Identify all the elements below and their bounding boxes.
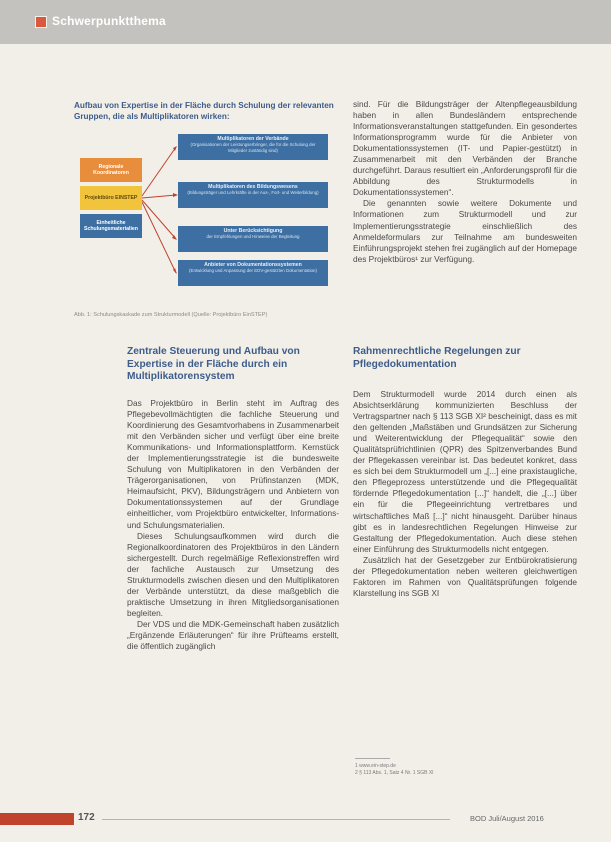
issue-label: BOD Juli/August 2016 [470,814,544,823]
arrow-1 [142,147,176,196]
box-regional-coordinators: Regionale Koordinatoren [80,158,142,182]
right-column [353,389,577,599]
right-section-heading: Rahmenrechtliche Regelungen zur Pflegedokumentation [353,346,521,370]
right-top-column [353,99,577,265]
box-consideration: Unter Berücksichtigung der Empfehlungen und Hinweise der Begleitung [178,226,328,252]
arrow-4 [142,202,176,273]
box-training-materials: Einheitliche Schulungsmaterialien [80,214,142,238]
figure-title: Aufbau von Expertise in der Fläche durch Schulung der relevanten Gruppen, die als Multiplikatoren wirken: [74,101,334,121]
left-section-heading: Zentrale Steuerung und Aufbau von Expertise in der Fläche durch ein Multiplikatorensystem [127,346,300,382]
paragraph: sind. Für die Bildungsträger der Altenpflegeausbildung haben in allen Bundesländern entsprechende Informationsveranstaltungen stattgefunden. Ein gesondertes Informationsprogramm wurde für die Anbieter von Dokumentationssystemen (IT- und Papier-gestützt) in Zusammenarbeit mit den Verbänden der Branche durchgeführt. Daraus resultiert ein „Anforderungsprofil für die Abbildung des Strukturmodells in Dokumentationssystemen“. [353,99,577,198]
header-square-icon [35,16,47,28]
paragraph: Das Projektbüro in Berlin steht im Auftrag des Pflegebevollmächtigten die fachliche Steuerung und Koordinierung des Gesamtvorhabens in Zusammenarbeit mit den Verbänden sicher und verfügt über eine breite Kommunikations- und Informationsplattform. Kernstück der Implementierungsstrategie ist die bundesweite Schulung von Multiplikatoren in den Verbänden der Trägerorganisationen, von Prüfinstanzen (MDK, Heimaufsicht, PKV), Bildungsträgern und Anbietern von Dokumentationssystemen auf der Grundlage einheitlicher, vom Projektbüro entwickelter, Informations- und Schulungsmaterialien. [127,398,339,530]
footer-accent-bar [0,813,74,825]
paragraph: Zusätzlich hat der Gesetzgeber zur Entbürokratisierung der Pflegedokumentation neben weiteren gleichwertigen Faktoren im Rahmen von Qualitätsprüfungen folgende Klarstellung ins SGB XI [353,554,577,598]
footnote: 1 www.ein-step.de [355,763,396,769]
page-number: 172 [78,812,95,823]
box-multipliers-associations: Multiplikatoren der Verbände (Organisationen der Leistungserbringer, die für die Schulung der Mitglieder zuständig sind) [178,134,328,160]
footnote-divider [355,758,390,759]
paragraph: Dem Strukturmodell wurde 2014 durch einen als Absichtserklärung kommunizierten Beschluss der Vertragspartner nach § 113 SGB XI² bescheinigt, dass es mit den geltenden „Maßstäben und Grundsätzen zur Sicherung und Weiterentwicklung der Pflegequalität“ sowie den Qualitätsprüfrichtlinien (QPR) des Spitzenverbandes Bund der Pflegekassen vereinbar ist. Das bedeutet konkret, dass es sich bei dem Strukturmodell um „[...] eine praxistaugliche, den Pflegeprozess unterstützende und die Pflegequalität fördernde Pflegedokumentation [...]“ handelt, die „[...] über ein für die Pflegeeinrichtung vertretbares und wirtschaftliches Maß [...]“ nicht hinausgeht. Darüber hinaus gibt es in landesrechtlichen Regelungen Hinweise zur Gestaltung der Pflegedokumentation. Auch diese stehen einer Einführung des Strukturmodells nicht entgegen. [353,389,577,554]
footnote: 2 § 113 Abs. 1, Satz 4 Nr. 1 SGB XI [355,770,434,776]
left-column [127,398,339,652]
arrow-2 [142,195,176,198]
paragraph: Die genannten sowie weitere Dokumente und Informationen zum Strukturmodell und zur Implementierungsstrategie einschließlich des Anmeldeformulars zur Teilnahme am bundesweiten Einführungsprojekt stehen frei zugänglich auf der Homepage des Projektbüros¹ zur Verfügung. [353,198,577,264]
cascade-diagram [74,134,342,304]
footnotes [355,763,575,777]
figure-caption: Abb. 1: Schulungskaskade zum Strukturmodell (Quelle: Projektbüro EinSTEP) [74,312,268,318]
arrow-3 [142,200,176,239]
box-documentation-providers: Anbieter von Dokumentationssystemen (Entwicklung und Anpassung der EDV-gestützten Dokumentation) [178,260,328,286]
footer-divider [102,819,450,820]
section-header [0,0,611,44]
paragraph: Der VDS und die MDK-Gemeinschaft haben zusätzlich „Ergänzende Erläuterungen“ für ihre Prüfteams erstellt, die öffentlich zugänglich [127,618,339,652]
box-multipliers-education: Multiplikatoren des Bildungswesens (Bildungsträger und Lehrkräfte in der Aus-, Fort- und Weiterbildung) [178,182,328,208]
paragraph: Dieses Schulungsaufkommen wird durch die Regionalkoordinatoren des Projektbüros in den Ländern sichergestellt. Durch regelmäßige Reflexionstreffen wird der fachliche Austausch zur Umsetzung des Strukturmodells zwischen diesen und den Multiplikatoren der Verbände unterstützt, da diese maßgeblich die praktische Umsetzung in ihren Mitgliedsorganisationen begleiten. [127,530,339,618]
section-title: Schwerpunktthema [52,14,166,28]
box-project-office: Projektbüro EINSTEP [80,186,142,210]
